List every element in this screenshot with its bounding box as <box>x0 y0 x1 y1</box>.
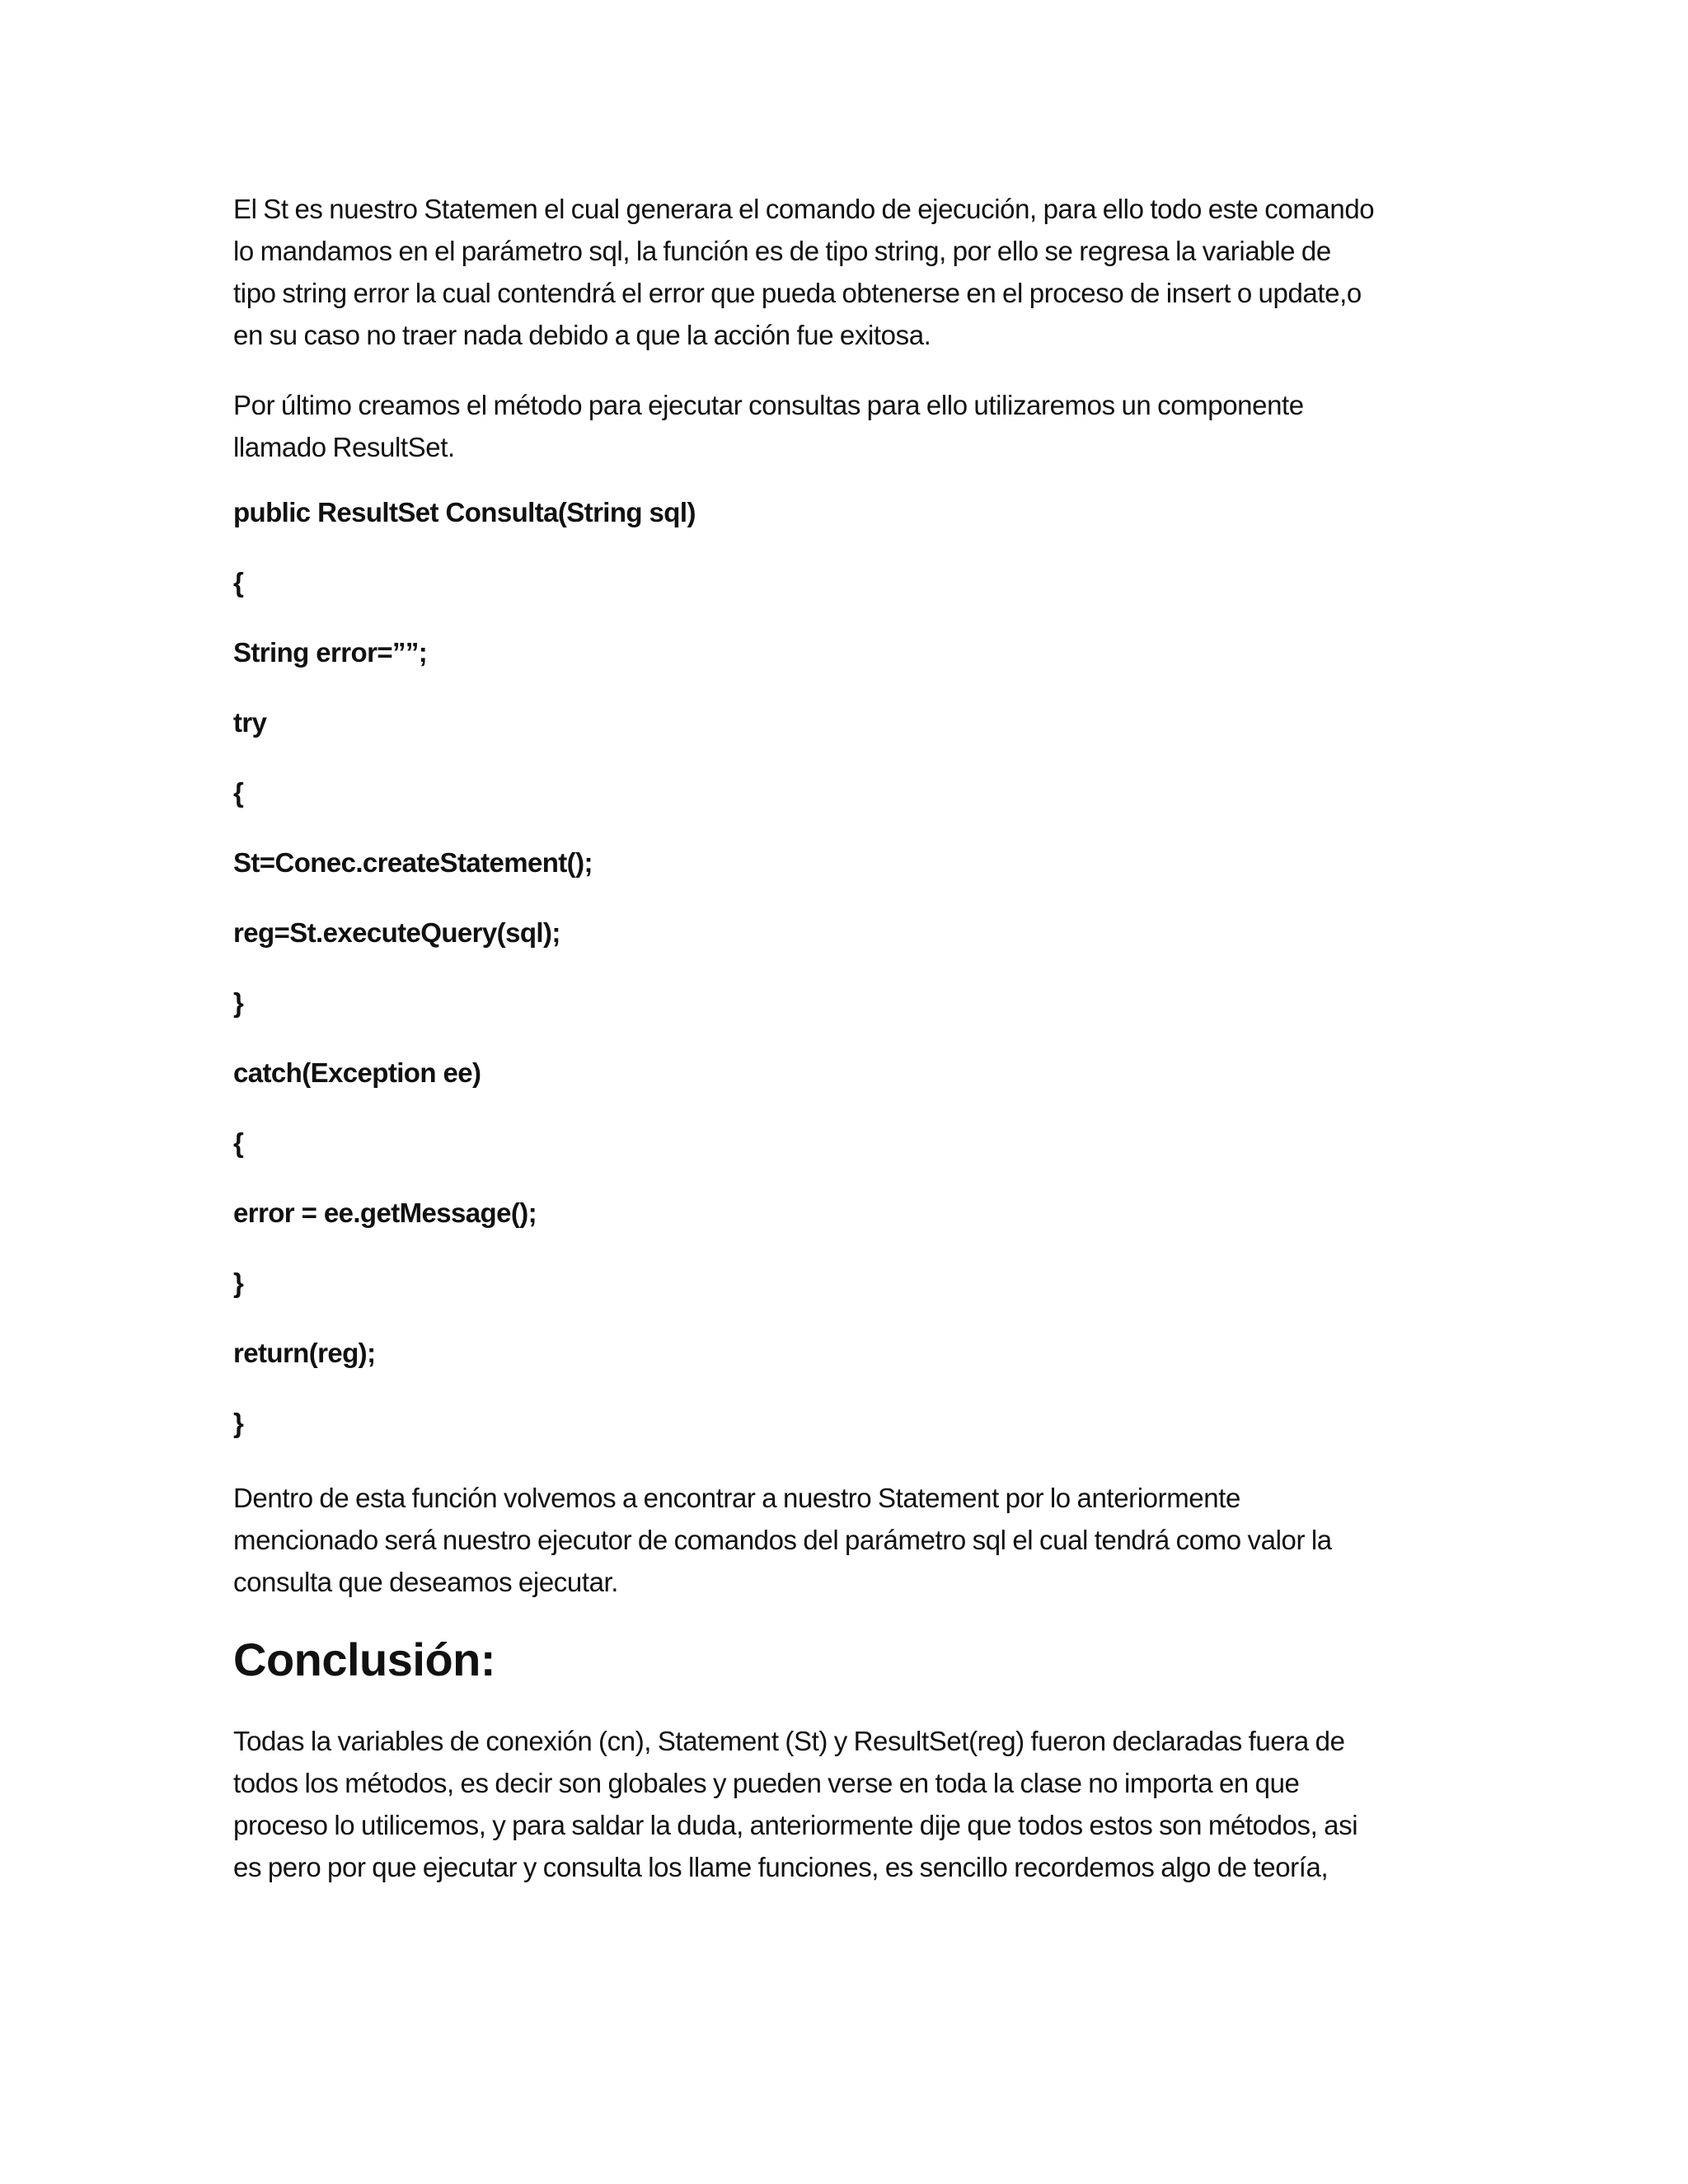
code-line: { <box>233 567 244 598</box>
text-line: llamado ResultSet. <box>233 432 455 462</box>
code-line: } <box>233 1408 244 1438</box>
paragraph-resultset-intro <box>233 384 1470 468</box>
code-line: { <box>233 777 244 808</box>
code-line: St=Conec.createStatement(); <box>233 847 593 878</box>
code-line: reg=St.executeQuery(sql); <box>233 917 560 948</box>
text-line: El St es nuestro Statemen el cual generara el comando de ejecución, para ello todo este comando <box>233 194 1375 224</box>
paragraph-function-explanation <box>233 1477 1470 1603</box>
code-line: public ResultSet Consulta(String sql) <box>233 497 696 527</box>
text-line: es pero por que ejecutar y consulta los llame funciones, es sencillo recordemos algo de teoría, <box>233 1852 1329 1882</box>
text-line: mencionado será nuestro ejecutor de comandos del parámetro sql el cual tendrá como valor la <box>233 1525 1332 1555</box>
text-line: todos los métodos, es decir son globales y pueden verse en toda la clase no importa en que <box>233 1768 1300 1798</box>
text-line: consulta que deseamos ejecutar. <box>233 1567 619 1597</box>
text-line: proceso lo utilicemos, y para saldar la duda, anteriormente dije que todos estos son métodos, asi <box>233 1810 1358 1840</box>
text-line: tipo string error la cual contendrá el error que pueda obtenerse en el proceso de insert o update,o <box>233 278 1362 308</box>
paragraph-conclusion <box>233 1720 1470 1888</box>
text-line: en su caso no traer nada debido a que la acción fue exitosa. <box>233 320 931 350</box>
text-line: Todas la variables de conexión (cn), Statement (St) y ResultSet(reg) fueron declaradas fuera de <box>233 1726 1345 1756</box>
text-line: Por último creamos el método para ejecutar consultas para ello utilizaremos un componente <box>233 390 1304 420</box>
conclusion-heading: Conclusión: <box>233 1633 496 1685</box>
code-line: catch(Exception ee) <box>233 1057 481 1088</box>
code-line: { <box>233 1127 244 1158</box>
code-line: String error=””; <box>233 637 428 668</box>
code-line: } <box>233 1268 244 1298</box>
paragraph-statement-explanation <box>233 188 1470 356</box>
document-body <box>233 188 1470 1916</box>
code-line: try <box>233 707 267 738</box>
code-line: error = ee.getMessage(); <box>233 1197 537 1228</box>
code-line: return(reg); <box>233 1338 376 1368</box>
code-line: } <box>233 987 244 1018</box>
code-block-consulta <box>233 496 1470 1440</box>
text-line: Dentro de esta función volvemos a encontrar a nuestro Statement por lo anteriormente <box>233 1483 1240 1513</box>
text-line: lo mandamos en el parámetro sql, la función es de tipo string, por ello se regresa la variable de <box>233 236 1331 266</box>
